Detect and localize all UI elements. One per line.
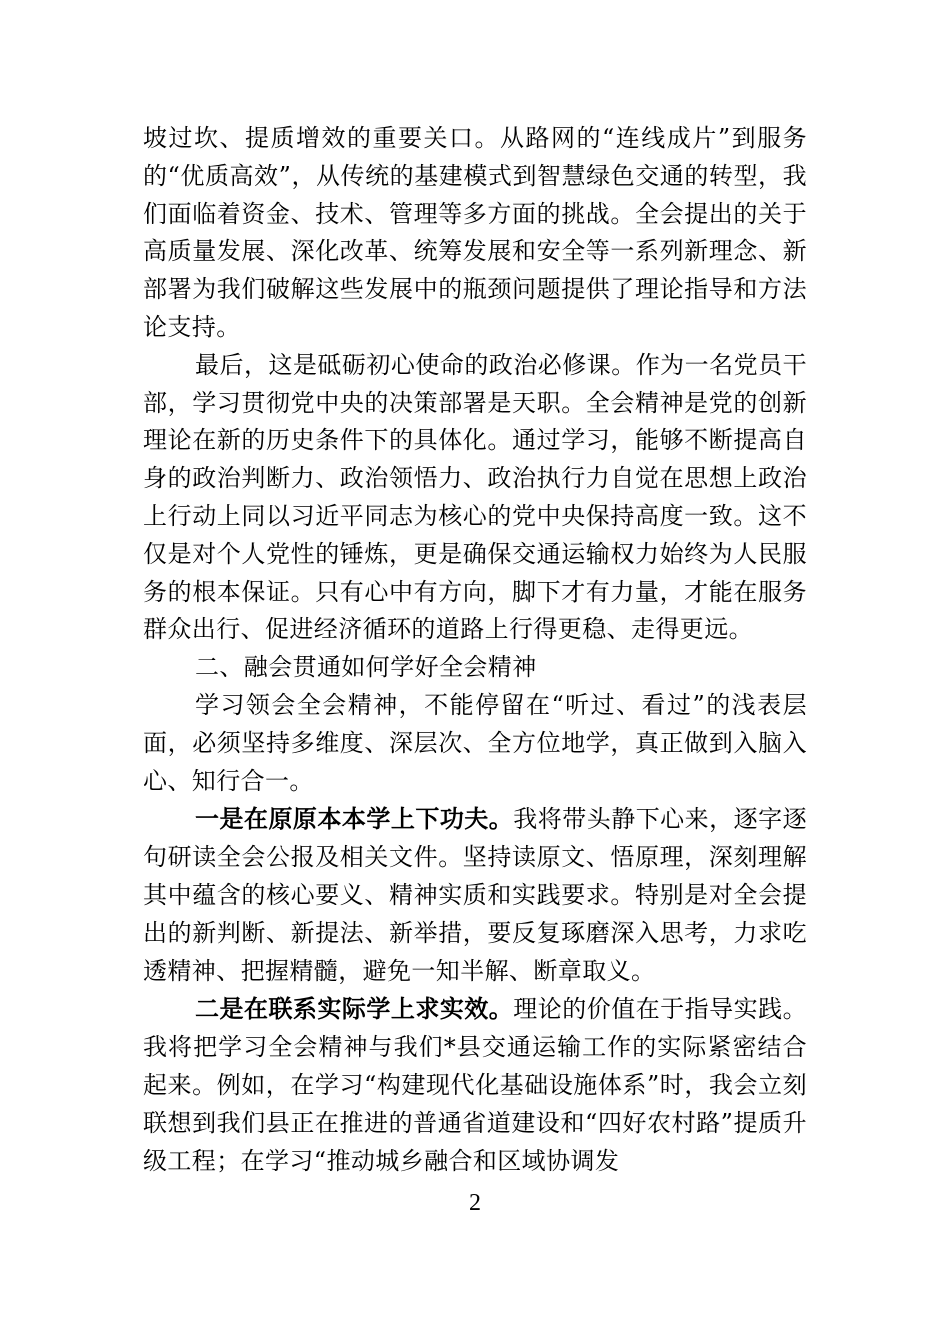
point-two-lead: 二是在联系实际学上求实效。 [195, 994, 514, 1024]
point-two-text: 理论的价值在于指导实践。我将把学习全会精神与我们*县交通运输工作的实际紧密结合起来。例如，在学习“构建现代化基础设施体系”时，我会立刻联想到我们县正在推进的普通省道建设和“四好农村路”提质升级工程；在学习“推动城乡融合和区域协调发 [143, 995, 807, 1175]
paragraph-point-one [143, 800, 807, 990]
paragraph-point-two [143, 990, 807, 1180]
page-number: 2 [469, 1190, 481, 1216]
paragraph-intro: 学习领会全会精神，不能停留在“听过、看过”的浅表层面，必须坚持多维度、深层次、全方位地学，真正做到入脑入心、知行合一。 [143, 690, 807, 795]
point-one-text: 我将带头静下心来，逐字逐句研读全会公报及相关文件。坚持读原文、悟原理，深刻理解其中蕴含的核心要义、精神实质和实践要求。特别是对全会提出的新判断、新提法、新举措，要反复琢磨深入思考，力求吃透精神、把握精髓，避免一知半解、断章取义。 [143, 805, 807, 985]
section-heading: 二、融会贯通如何学好全会精神 [195, 653, 537, 682]
document-body [143, 120, 807, 1180]
point-one-lead: 一是在原原本本学上下功夫。 [195, 804, 514, 834]
paragraph-continuation: 坡过坎、提质增效的重要关口。从路网的“连线成片”到服务的“优质高效”，从传统的基建模式到智慧绿色交通的转型，我们面临着资金、技术、管理等多方面的挑战。全会提出的关于高质量发展、深化改革、统筹发展和安全等一系列新理念、新部署为我们破解这些发展中的瓶颈问题提供了理论指导和方法论支持。 [143, 124, 807, 341]
paragraph-finally: 最后，这是砥砺初心使命的政治必修课。作为一名党员干部，学习贯彻党中央的决策部署是天职。全会精神是党的创新理论在新的历史条件下的具体化。通过学习，能够不断提高自身的政治判断力、政治领悟力、政治执行力自觉在思想上政治上行动上同以习近平同志为核心的党中央保持高度一致。这不仅是对个人党性的锤炼，更是确保交通运输权力始终为人民服务的根本保证。只有心中有方向，脚下才有力量，才能在服务群众出行、促进经济循环的道路上行得更稳、走得更远。 [143, 350, 807, 644]
